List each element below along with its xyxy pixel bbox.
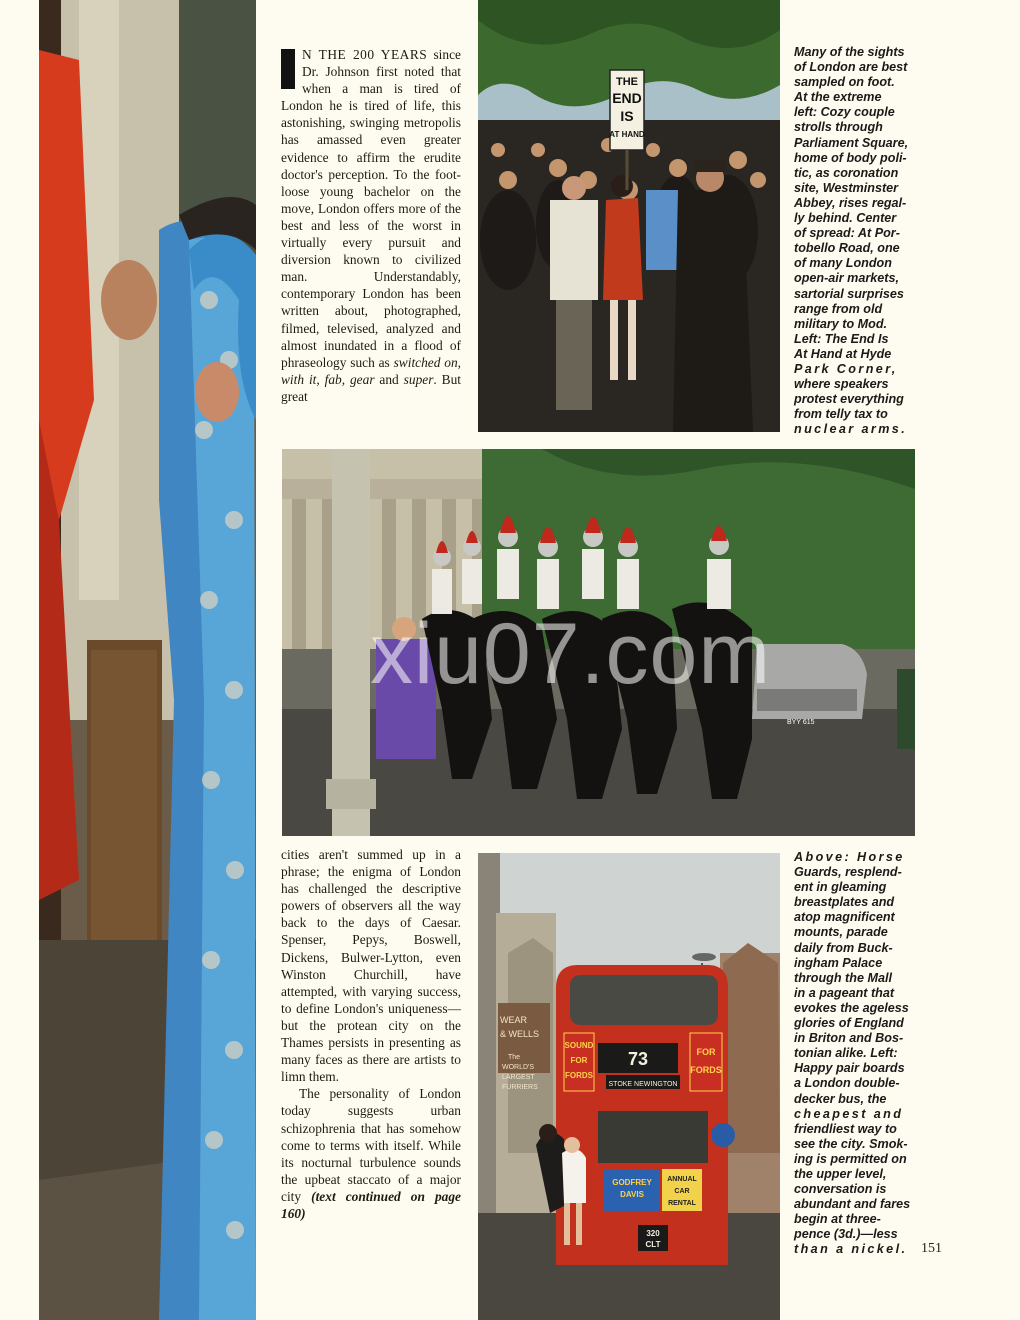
caption-line: from telly tax to: [794, 407, 888, 422]
caption-line: breastplates and: [794, 895, 895, 910]
continued-on-page-note: (text continued on page 160): [281, 1188, 461, 1221]
caption-line: see the city. Smok-: [794, 1136, 908, 1151]
shop-sign-line-4: WORLD'S: [502, 1064, 535, 1071]
caption-line: tonian alike. Left:: [794, 1046, 898, 1061]
bus-ad-left-line-1: SOUND: [564, 1041, 594, 1050]
lead-in-small-caps: N THE 200 YEARS: [302, 47, 428, 62]
article-lead-paragraph: [281, 46, 461, 405]
bus-destination: STOKE NEWINGTON: [608, 1081, 678, 1088]
phrase-italic-2: super: [403, 371, 434, 387]
caption-line: At Hand at Hyde: [794, 346, 892, 361]
lead-paragraph-text: since Dr. Johnson first noted that when a man is tired of London he is tired of life, this astonishing, swinging metropolis has amassed even greater evidence to affirm the erudite doctor's perception. To the foot-loose young bachelor on the move, London offers more of the best and less of the worst in virtually every pursuit and diversion known to civilized man. Understandably, contemporary London has been written about, photographed, filmed, televised, analyzed and almost inundated in a flood of phraseology such as: [281, 47, 461, 370]
caption-line: of spread: At Por-: [794, 226, 900, 241]
caption-line: of many London: [794, 256, 892, 271]
page-number: 151: [921, 1241, 942, 1256]
caption-line: site, Westminster: [794, 180, 899, 195]
bus-ad-lower-line-2: DAVIS: [620, 1190, 644, 1199]
protest-sign-line-1: THE: [616, 76, 638, 88]
caption-top: [794, 45, 934, 437]
bus-ad-lower-line-1: GODFREY: [612, 1178, 652, 1187]
caption-line: through the Mall: [794, 970, 892, 985]
caption-line: in a pageant that: [794, 985, 895, 1000]
bus-ad-right-line-1: FOR: [696, 1047, 716, 1057]
caption-line: ingham Palace: [794, 955, 883, 970]
bus-route-number: 73: [627, 1049, 649, 1069]
lead-paragraph-end: . But great: [281, 371, 462, 404]
caption-line: conversation is: [794, 1182, 887, 1197]
bus-rental-line-3: RENTAL: [668, 1200, 696, 1207]
bus-rental-line-1: ANNUAL: [667, 1176, 697, 1183]
phrase-joiner: and: [374, 371, 404, 387]
shop-sign-line-5: LARGEST: [502, 1074, 535, 1081]
caption-line: military to Mod.: [794, 316, 888, 331]
caption-line: than a nickel.: [794, 1242, 908, 1257]
article-paragraph-2: cities aren't summed up in a phrase; the enigma of London has challenged the descriptive powers of observers all the way back to the days of Caesar. Spenser, Pepys, Boswell, Dickens, Bulwer-Lytton, even Winston Churchill, have attempted, with varying success, to define London's uniqueness—but the protean city on the Thames persists in presenting as many faces as there are artists to limn them.: [281, 847, 461, 1085]
caption-line: At the extreme: [794, 90, 882, 105]
caption-line: Guards, resplend-: [794, 865, 902, 880]
caption-line: left: Cozy couple: [794, 105, 895, 120]
article-paragraph-3: [281, 1085, 461, 1222]
caption-line: in Briton and Bos-: [794, 1031, 904, 1046]
portobello-road-photo: [39, 0, 256, 1320]
caption-line: evokes the ageless: [794, 1000, 909, 1015]
caption-line: friendliest way to: [794, 1121, 897, 1136]
caption-line: begin at three-: [794, 1212, 881, 1227]
caption-line: a London double-: [794, 1076, 900, 1091]
double-decker-bus-photo: [478, 853, 780, 1320]
caption-line: ly behind. Center: [794, 211, 897, 226]
caption-line: Parliament Square,: [794, 135, 909, 150]
caption-line: protest everything: [794, 392, 904, 407]
caption-line: Many of the sights: [794, 45, 905, 59]
caption-line: where speakers: [794, 377, 889, 392]
caption-line: ing is permitted on: [794, 1151, 907, 1166]
caption-line: range from old: [794, 301, 883, 316]
caption-line: open-air markets,: [794, 271, 899, 286]
caption-line: Above: Horse: [794, 850, 905, 864]
bus-plate-line-2: CLT: [645, 1240, 661, 1249]
caption-line: cheapest and: [794, 1106, 904, 1121]
shop-sign-line-1: WEAR: [500, 1015, 527, 1025]
caption-line: of London are best: [794, 60, 908, 75]
caption-line: glories of England: [794, 1016, 904, 1031]
caption-line: home of body poli-: [794, 150, 907, 165]
caption-line: sampled on foot.: [794, 75, 895, 90]
bus-ad-left-line-3: FORDS: [565, 1071, 593, 1080]
caption-bottom: [794, 850, 934, 1258]
protest-sign-line-2: END: [612, 90, 642, 106]
caption-line: sartorial surprises: [794, 286, 904, 301]
caption-line: decker bus, the: [794, 1091, 887, 1106]
protest-sign-line-3: IS: [620, 108, 634, 124]
watermark-text: xiu07.com: [370, 606, 771, 702]
horse-guards-photo: [282, 449, 915, 836]
article-column-1: [281, 46, 461, 436]
article-paragraph-3-text: The personality of London today suggests urban schizophrenia that has somehow come to terms with itself. While its nocturnal turbulence sounds the upbeat staccato of a major city: [281, 1086, 461, 1204]
bus-ad-right-line-2: FORDS: [690, 1065, 722, 1075]
caption-line: Park Corner,: [794, 361, 898, 376]
caption-line: atop magnificent: [794, 910, 895, 925]
caption-line: mounts, parade: [794, 925, 888, 940]
caption-line: abundant and fares: [794, 1197, 911, 1212]
caption-line: Left: The End Is: [794, 331, 889, 346]
caption-line: ent in gleaming: [794, 880, 887, 895]
shop-sign-line-3: The: [508, 1054, 521, 1061]
article-column-2: [281, 846, 461, 1256]
car-registration-plate: BYY 615: [787, 719, 815, 726]
caption-line: strolls through: [794, 120, 883, 135]
hyde-park-corner-photo: [478, 0, 780, 432]
bus-ad-left-line-2: FOR: [570, 1056, 588, 1065]
protest-sign-line-4: AT HAND: [609, 130, 645, 139]
caption-line: pence (3d.)—less: [794, 1227, 898, 1242]
bus-plate-line-1: 320: [646, 1229, 660, 1238]
phrase-italic-1: switched on, with it, fab, gear: [281, 354, 461, 387]
drop-cap-initial: [281, 49, 295, 89]
caption-line: Happy pair boards: [794, 1061, 905, 1076]
caption-line: nuclear arms.: [794, 422, 908, 437]
shop-sign-line-6: FURRIERS: [502, 1084, 538, 1091]
caption-line: tic, as coronation: [794, 165, 899, 180]
caption-line: Abbey, rises regal-: [794, 195, 907, 210]
caption-line: tobello Road, one: [794, 241, 900, 256]
caption-line: daily from Buck-: [794, 940, 893, 955]
bus-rental-line-2: CAR: [674, 1188, 690, 1195]
caption-line: the upper level,: [794, 1166, 887, 1181]
shop-sign-line-2: & WELLS: [500, 1029, 540, 1039]
